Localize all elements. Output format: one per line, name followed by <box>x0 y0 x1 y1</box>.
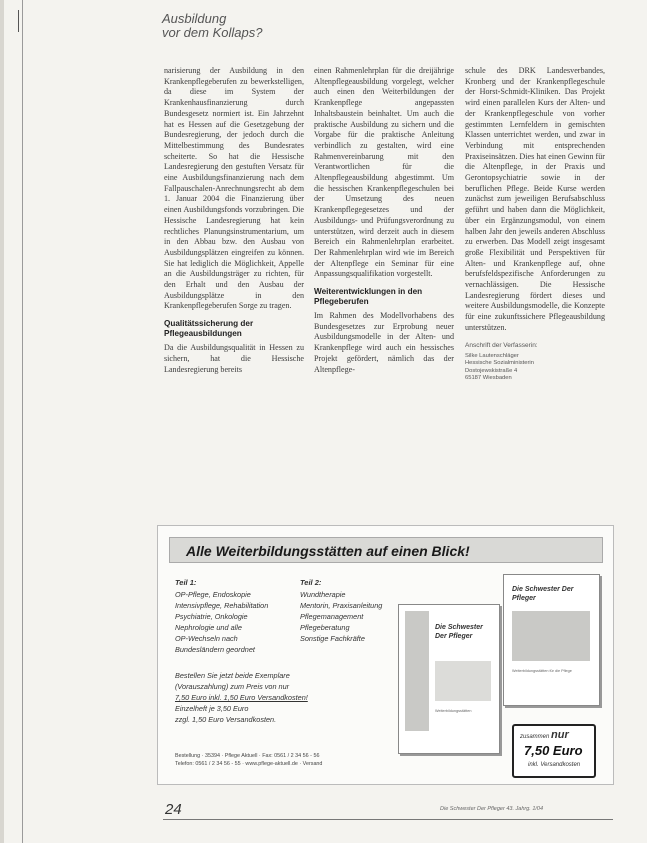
book-title: Die Schwester Der Pfleger <box>512 586 574 602</box>
author-address <box>465 342 605 383</box>
paragraph: schule des DRK Landesverbandes, Kronberg und der Krankenpflegeschule der Horst-Schmidt-Kliniken. Das Projekt wird einen parallelen Kurs der Alten- und der Krankenpflegeschule von vorher gestimmten Lernfeldern in gemischten Klassen unterrichtet werden, und zwar in Verbindung mit entsprechenden Praxiseinsätzen. Dies hat einen Gewinn für die Altenpflege, in der Praxis und Gerontopsychiatrie sowie in der beruflichen Pflege. Beide Kurse werden zunächst zum jeweiligen Berufsabschluss geführt und haben dann die Möglichkeit, über ein Ergänzungsmodul, von einem halben Jahr den jeweils anderen Abschluss zu erwerben. Das Modell zeigt insgesamt große Flexibilität und Perspektiven für Alten- und Krankenpflege auf, ohne berufsfeldspezifische Anforderungen zu vernachlässigen. Die Hessische Landesregierung fördert dieses und weitere Ausbildungsmodelle, die Konzepte für eine zukunftssichere Pflegeausbildung unterstützen. <box>465 66 605 332</box>
book-image-strip <box>405 611 429 731</box>
article-header <box>162 12 382 40</box>
list-item: Bundesländern geordnet <box>175 645 255 654</box>
order-text <box>175 670 405 725</box>
page-number: 24 <box>165 801 182 818</box>
order-contact <box>175 752 322 768</box>
book-title: Die Schwester Der Pfleger <box>435 624 483 640</box>
address-label: Anschrift der Verfasserin: <box>465 341 538 349</box>
section-heading: Qualitätssicherung der Pflegeausbildungen <box>164 319 254 339</box>
address-line: Dostojewskistraße 4 <box>465 367 518 374</box>
header-line-1: Ausbildung <box>162 11 227 26</box>
list-item: Nephrologie und alle <box>175 623 242 632</box>
address-line: Silke Lautenschläger <box>465 352 519 359</box>
paragraph: einen Rahmenlehrplan für die dreijährige Altenpflegeausbildung vorgelegt, welcher auch einen den Weiterbildungen der Krankenpflege angepassten Inhaltsbaustein beinhaltet. Um auch die praktische Ausbildung zu sichern und die Vorgabe für die praktische Anleitung verbindlich zu gestalten, wird eine Rahmenvereinbarung mit den Verantwortlichen für die Altenpflegeausbildung abgestimmt. Um die hessischen Krankenpflegeschulen bei der Umsetzung des neuen Krankenpflegegesetzes und der Ausbildungs- und Prüfungsverordnung zu unterstützen, wird derzeit auch in diesem Bereich ein Rahmenlehrplan erarbeitet. Der Rahmenlehrplan wird wie im Bereich der Altenpflege ein Seminar für eine Anpassungsqualifikation vorgestellt. <box>314 66 454 279</box>
contact-line: Bestellung · 35394 · Pflege Aktuell · Fax: 0561 / 2 34 56 - 56 <box>175 753 320 759</box>
order-line: 7,50 Euro inkl. 1,50 Euro Versandkosten! <box>175 693 308 702</box>
book-image <box>512 611 590 661</box>
footer-rule <box>163 819 613 820</box>
list-item: OP-Wechseln nach <box>175 634 238 643</box>
ad-title: Alle Weiterbildungsstätten auf einen Blick! <box>186 543 470 559</box>
book-subtitle: Weiterbildungsstätten <box>435 709 472 713</box>
list-item: Psychiatrie, Onkologie <box>175 612 248 621</box>
text-column-3 <box>465 66 605 383</box>
address-line: 65187 Wiesbaden <box>465 375 512 382</box>
header-line-2: vor dem Kollaps? <box>162 25 263 40</box>
list-item: OP-Pflege, Endoskopie <box>175 590 251 599</box>
book-subtitle: Weiterbildungsstätten für die Pflege <box>512 669 572 673</box>
book-image <box>435 661 491 701</box>
journal-reference: Die Schwester Der Pfleger 43. Jahrg. 1/04 <box>440 806 544 812</box>
paragraph: Im Rahmen des Modellvorhabens des Bundesgesetzes zur Erprobung neuer Ausbildungsmodelle in der Alten- und Krankenpflege wird auch ein hessisches Projekt gefördert, nämlich das der Altenpflege- <box>314 311 454 374</box>
list-item: Mentorin, Praxisanleitung <box>300 601 383 610</box>
order-line: zzgl. 1,50 Euro Versandkosten. <box>175 715 277 724</box>
list-item: Wundtherapie <box>300 590 346 599</box>
book-cover-back <box>503 574 600 706</box>
ad-title-band <box>169 537 603 563</box>
order-line: (Vorauszahlung) zum Preis von nur <box>175 682 290 691</box>
paragraph: narisierung der Ausbildung in den Krankenpflegeberufen zu bewerkstelligen, da diese im System der Krankenhausfinanzierung durch Bundesgesetz normiert ist. Ein Jahrzehnt hat es Hessen auf die Gesetzgebung der Bundesregierung, der jedoch durch die Mittelbestimmung des Bundesrates scheiterte. So hat die Hessische Landesregierung den gestuften Versatz für eine Ausbildungsfinanzierung nach dem Fallpauschalen-Anrechnungsrecht ab dem 1. Januar 2004 die Finanzierung über einen Ausbildungsfonds vorzubringen. Die Hessische Landesregierung hat kein rechtliches Planungsinstrumentarium, um in den Abbau bzw. den Ausbau von Ausbildungsplätzen eingreifen zu können. Sie hat lediglich die Möglichkeit, Appelle an die Ausbildungsträger zu richten, für den Erhalt und den Ausbau der Ausbildungsplätze in den Krankenpflegeberufen Sorge zu tragen. <box>164 66 304 311</box>
price-amount: 7,50 Euro <box>524 743 583 758</box>
ad-part1-title: Teil 1: <box>175 578 197 587</box>
price-word: nur <box>551 729 569 741</box>
order-line: Bestellen Sie jetzt beide Exemplare <box>175 671 290 680</box>
list-item: Sonstige Fachkräfte <box>300 634 365 643</box>
list-item: Pflegemanagement <box>300 612 364 621</box>
advertisement-box <box>157 525 614 785</box>
price-note: inkl. Versandkosten <box>528 762 581 768</box>
price-badge <box>512 724 596 778</box>
binding-tick <box>18 10 19 32</box>
ad-part1-list <box>175 589 268 655</box>
price-prefix <box>520 729 569 741</box>
page-edge-shadow <box>0 0 4 843</box>
list-item: Intensivpflege, Rehabilitation <box>175 601 269 610</box>
paragraph: Da die Ausbildungsqualität in Hessen zu sichern, hat die Hessische Landesregierung bereits <box>164 343 304 374</box>
price-prefix-word: zusammen <box>520 734 550 740</box>
address-line: Hessische Sozialministerin <box>465 360 534 367</box>
contact-line: Telefon: 0561 / 2 34 56 - 55 · www.pflege-aktuell.de · Versand <box>175 761 323 767</box>
text-column-2 <box>314 66 454 375</box>
list-item: Pflegeberatung <box>300 623 350 632</box>
ad-part2-list <box>300 589 382 644</box>
binding-line <box>22 0 23 843</box>
text-column-1 <box>164 66 304 375</box>
section-heading: Weiterentwicklungen in den Pflegeberufen <box>314 287 423 307</box>
book-cover-front <box>398 604 500 754</box>
ad-part2-title: Teil 2: <box>300 578 322 587</box>
order-line: Einzelheft je 3,50 Euro <box>175 704 249 713</box>
